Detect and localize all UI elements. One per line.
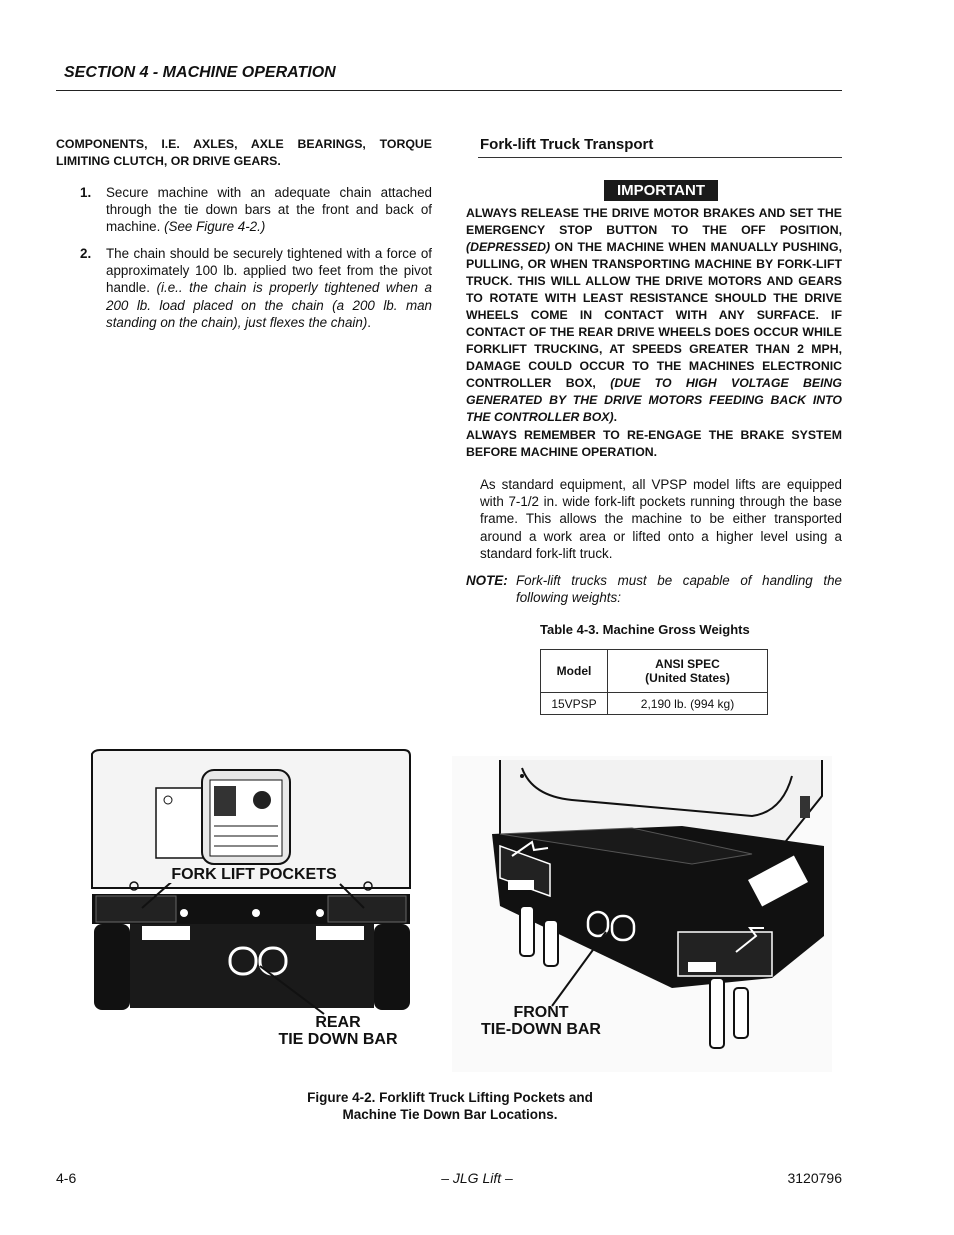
- step-number: 1.: [80, 185, 92, 200]
- subheading: Fork-lift Truck Transport: [480, 136, 654, 153]
- caps-intro: COMPONENTS, I.E. AXLES, AXLE BEARINGS, TORQUE LIMITING CLUTCH, OR DRIVE GEARS.: [56, 137, 432, 168]
- step-2: [80, 245, 432, 331]
- footer-center: – JLG Lift –: [441, 1170, 513, 1186]
- table-header-line: ANSI SPEC: [655, 657, 720, 671]
- label-line: REAR: [315, 1014, 361, 1031]
- important-text: .: [613, 410, 617, 424]
- table-cell: 2,190 lb. (994 kg): [608, 693, 768, 715]
- label-line: FRONT: [513, 1004, 569, 1021]
- section-header: SECTION 4 - MACHINE OPERATION: [64, 64, 336, 81]
- label-line: TIE DOWN BAR: [278, 1031, 398, 1048]
- caption-line: Figure 4-2. Forklift Truck Lifting Pockets and: [307, 1090, 593, 1105]
- important-text: ALWAYS RELEASE THE DRIVE MOTOR BRAKES AND SET THE EMERGENCY STOP BUTTON TO THE OFF POSITION,: [466, 206, 842, 237]
- important-paragraph-2: ALWAYS REMEMBER TO RE-ENGAGE THE BRAKE SYSTEM BEFORE MACHINE OPERATION.: [466, 428, 842, 459]
- note-text: Fork-lift trucks must be capable of handling the following weights:: [516, 573, 842, 606]
- important-italic: (DUE TO HIGH VOLTAGE BEING GENERATED BY THE DRIVE MOTORS FEEDING BACK INTO THE CONTROLLER BOX): [466, 376, 842, 424]
- step-1: [80, 184, 432, 236]
- note: [466, 572, 842, 606]
- figure-caption: [200, 1089, 700, 1123]
- note-label: NOTE:: [466, 573, 508, 588]
- table-row: [541, 693, 768, 715]
- step-text: The chain should be securely tightened with a force of approximately 100 lb. applied two feet from the pivot handle.: [106, 246, 432, 296]
- header-rule: [56, 90, 842, 91]
- table-title: Table 4-3. Machine Gross Weights: [540, 622, 750, 637]
- rear-view-illustration: [84, 748, 424, 1058]
- step-tail: .: [367, 314, 372, 330]
- important-text: ON THE MACHINE WHEN MANUALLY PUSHING, PULLING, OR WHEN TRANSPORTING MACHINE BY FORK-LIFT TRUCK. THIS WILL ALLOW THE DRIVE MOTORS AND GEARS TO ROTATE WITH LEAST RESISTANCE SHOULD THE DRIVE WHEELS COME IN CONTACT WITH ANY SURFACE. IF CONTACT OF THE REAR DRIVE WHEELS DOES OCCUR WHILE FORKLIFT TRUCKING, AT SPEEDS GREATER THAN 2 MPH, DAMAGE COULD OCCUR TO THE MACHINES ELECTRONIC CONTROLLER BOX,: [466, 240, 842, 390]
- important-paragraph-1: [466, 205, 842, 426]
- weights-table: [540, 649, 768, 715]
- table-cell: 15VPSP: [541, 693, 608, 715]
- doc-number: 3120796: [787, 1170, 842, 1186]
- table-header: [608, 650, 768, 693]
- table-header: Model: [541, 650, 608, 693]
- table-header-line: (United States): [645, 671, 730, 685]
- label-line: TIE-DOWN BAR: [481, 1021, 601, 1038]
- body-paragraph: As standard equipment, all VPSP model lifts are equipped with 7-1/2 in. wide fork-lift pockets running through the base frame. This allows the machine to be either transported around a work area or lifted onto a higher level using a standard fork-lift truck.: [480, 477, 842, 561]
- subheading-rule: [478, 157, 842, 158]
- page-number: 4-6: [56, 1170, 77, 1186]
- important-italic: (DEPRESSED): [466, 240, 551, 254]
- step-reference: (See Figure 4-2.): [164, 219, 266, 235]
- important-badge: IMPORTANT: [604, 180, 718, 201]
- rear-tie-down-label: [268, 1014, 408, 1048]
- step-italic-text: (i.e.. the chain is properly tightened when a 200 lb. load placed on the chain (a 200 lb. man standing on the chain), just flexes the chain): [106, 280, 432, 330]
- fork-lift-pockets-label: FORK LIFT POCKETS: [166, 866, 342, 883]
- caption-line: Machine Tie Down Bar Locations.: [342, 1107, 558, 1122]
- table-header-row: [541, 650, 768, 693]
- front-tie-down-label: [466, 1004, 616, 1038]
- step-text: Secure machine with an adequate chain attached through the tie down bars at the front and back of machine.: [106, 185, 432, 235]
- step-number: 2.: [80, 246, 92, 261]
